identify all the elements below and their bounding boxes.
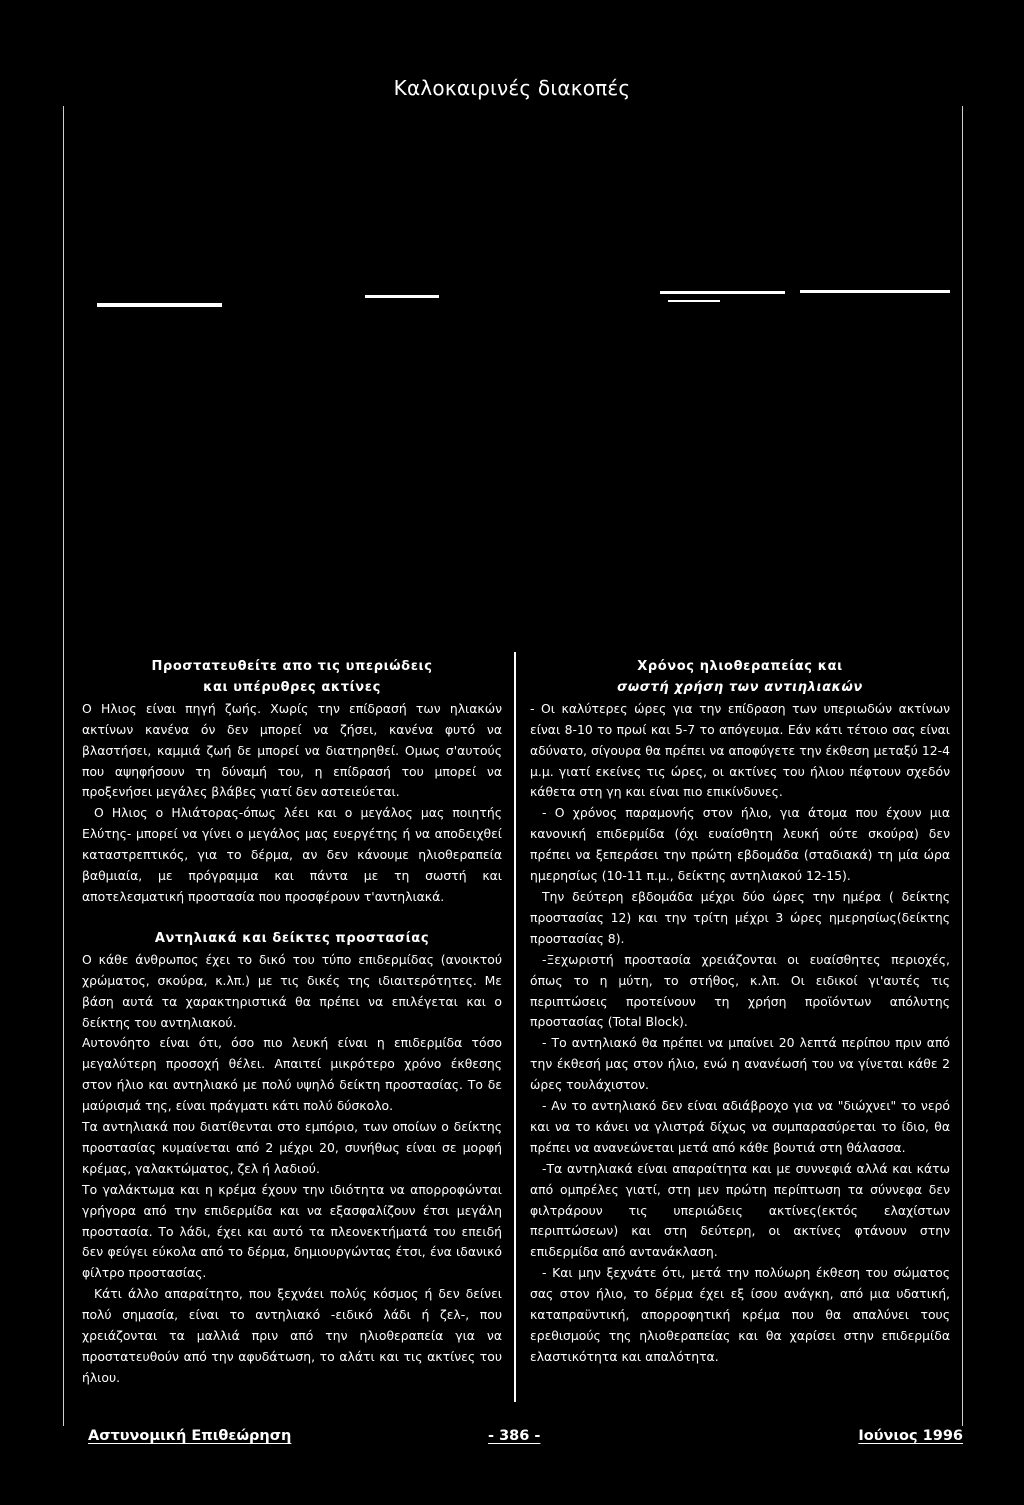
footer-date: Ιούνιος 1996 [858,1428,963,1444]
page-footer [88,1428,963,1450]
section-heading: Προστατευθείτε απο τις υπεριώδεις [151,659,433,674]
right-column [530,657,950,1368]
section-heading: και υπέρυθρες ακτίνες [203,679,381,695]
scan-artifact [800,290,950,293]
paragraph: Ο Ηλιος είναι πηγή ζωής. Χωρίς την επίδρασή των ηλιακών ακτίνων κανένα όν δεν μπορεί να ζήσει, κανένα φυτό να βλαστήσει, καμμιά ζωή δε μπορεί να διατηρηθεί. Ομως σ'αυτούς που αψηφήσουν τη δύναμή του, η επίδρασή του μπορεί να προξενήσει μεγάλες βλάβες γιατί δεν αστειεύεται. [82,700,502,800]
paragraph: Το γαλάκτωμα και η κρέμα έχουν την ιδιότητα να απορροφώνται γρήγορα από την επιδερμίδα και να εξασφαλίζουν έτσι μεγάλη προστασία. Το λάδι, έχει και αυτό τα πλεονεκτήματά του επειδή δεν φεύγει εύκολα από το δέρμα, δημιουργώντας έτσι, ένα ιδανικό φίλτρο προστασίας. [82,1181,502,1281]
section-heading: Αντηλιακά και δείκτες προστασίας [154,930,430,946]
scan-artifact [97,303,222,307]
paragraph: - Οι καλύτερες ώρες για την επίδραση των υπεριωδών ακτίνων είναι 8-10 το πρωί και 5-7 το απόγευμα. Εάν κάτι τέτοιο σας είναι αδύνατο, σίγουρα θα πρέπει να αποφύγετε την έκθεση μεταξύ 12-4 μ.μ. γιατί εκείνες τις ώρες, οι ακτίνες του ήλιου πέφτουν σχεδόν κάθετα στη γη και είναι πιο επικίνδυνες. [530,700,950,800]
paragraph: Κάτι άλλο απαραίτητο, που ξεχνάει πολύς κόσμος ή δεν δείνει πολύ σημασία, είναι το αντηλιακό -ειδικό λάδι ή ζελ-, που χρειάζονται τα μαλλιά πριν από την ηλιοθεραπεία για να προστατευθούν από την αφυδάτωση, το αλάτι και τις ακτίνες του ήλιου. [82,1286,502,1385]
paragraph: Ο Ηλιος ο Ηλιάτορας-όπως λέει και ο μεγάλος μας ποιητής Ελύτης- μπορεί να γίνει ο μεγάλος μας ευεργέτης ή να αποδειχθεί καταστρεπτικός, για το δέρμα, αν δεν κάνουμε ηλιοθεραπεία βαθμιαία, με πρόγραμμα και πάντα με τη σωστή και αποτελεσματική προστασία που προσφέρουν τ'αντηλιακά. [82,805,502,904]
scan-artifact [660,291,785,294]
paragraph: -Τα αντηλιακά είναι απαραίτητα και με συννεφιά αλλά και κάτω από ομπρέλες γιατί, στη μεν πρώτη περίπτωση τα σύννεφα δεν φιλτράρουν τις υπεριώδεις ακτίνες(εκτός ελαχίστων περιπτώσεων) και στη δεύτερη, οι ακτίνες φτάνουν στην επιδερμίδα από αντανάκλαση. [530,1160,950,1260]
paragraph: - Το αντηλιακό θα πρέπει να μπαίνει 20 λεπτά περίπου πριν από την έκθεσή μας στον ήλιο, ενώ η ανανέωσή του να γίνεται κάθε 2 ώρες τουλάχιστον. [530,1035,950,1093]
footer-page-number: - 386 - [488,1428,541,1444]
scan-artifact [365,295,439,298]
paragraph: Αυτονόητο είναι ότι, όσο πιο λευκή είναι η επιδερμίδα τόσο μεγαλύτερη προσοχή θέλει. Απαιτεί μικρότερο χρόνο έκθεσης στον ήλιο και αντηλιακό με πολύ υψηλό δείκτη προστασίας. Το δε μαύρισμά της, είναι πράγματι κάτι πολύ δύσκολο. [82,1035,502,1114]
frame-left-rule [63,106,64,1426]
paragraph: Τα αντηλιακά που διατίθενται στο εμπόριο, των οποίων ο δείκτης προστασίας κυμαίνεται από 2 μέχρι 20, συνήθως είναι σε μορφή κρέμας, γαλακτώματος, ζελ ή λαδιού. [82,1119,502,1176]
footer-publication: Αστυνομική Επιθεώρηση [88,1428,292,1444]
page-title: Καλοκαιρινές διακοπές [393,76,631,100]
column-divider [514,652,516,1402]
section-heading: Χρόνος ηλιοθεραπείας και [637,659,843,674]
scan-artifact [668,300,720,302]
paragraph: - Αν το αντηλιακό δεν είναι αδιάβροχο για να "διώχνει" το νερό και να το κάνει να γλιστρά δίχως να συμπαρασύρεται το ίδιο, θα πρέπει να ανανεώνεται μετά από κάθε βουτιά στη θάλασσα. [530,1098,950,1155]
paragraph: Ο κάθε άνθρωπος έχει το δικό του τύπο επιδερμίδας (ανοικτού χρώματος, σκούρα, κ.λπ.) με τις δικές της ιδιαιτερότητες. Με βάση αυτά τα χαρακτηριστικά θα πρέπει να επιλέγεται και ο δείκτης του αντηλιακού. [82,951,502,1030]
spacer [82,908,502,929]
paragraph: -Ξεχωριστή προστασία χρειάζονται οι ευαίσθητες περιοχές, όπως το η μύτη, το στήθος, κ.λπ. Οι ειδικοί γι'αυτές τις περιπτώσεις προτείνουν τη χρήση προϊόντων απόλυτης προστασίας (Total Block). [530,951,950,1030]
paragraph: Την δεύτερη εβδομάδα μέχρι δύο ώρες την ημέρα ( δείκτης προστασίας 12) και την τρίτη μέχρι 3 ώρες ημερησίως(δείκτης προστασίας 8). [530,888,950,946]
section-heading: σωστή χρήση των αντιηλιακών [617,679,863,695]
left-column [82,657,502,1389]
paragraph: - Ο χρόνος παραμονής στον ήλιο, για άτομα που έχουν μια κανονική επιδερμίδα (όχι ευαίσθητη λευκή ούτε σκούρα) δεν πρέπει να ξεπεράσει την πρώτη εβδομάδα (σταδιακά) τη μία ώρα ημερησίως (10-11 π.μ., δείκτης αντηλιακού 12-15). [530,805,950,884]
paragraph: - Και μην ξεχνάτε ότι, μετά την πολύωρη έκθεση του σώματος σας στον ήλιο, το δέρμα έχει εξ ίσου ανάγκη, από μια υδατική, καταπραϋντική, απορροφητική κρέμα που θα απαλύνει τους ερεθισμούς της ηλιοθεραπείας και θα χαρίσει στην επιδερμίδα ελαστικότητα και απαλότητα. [530,1265,950,1364]
frame-right-rule [962,106,963,1426]
